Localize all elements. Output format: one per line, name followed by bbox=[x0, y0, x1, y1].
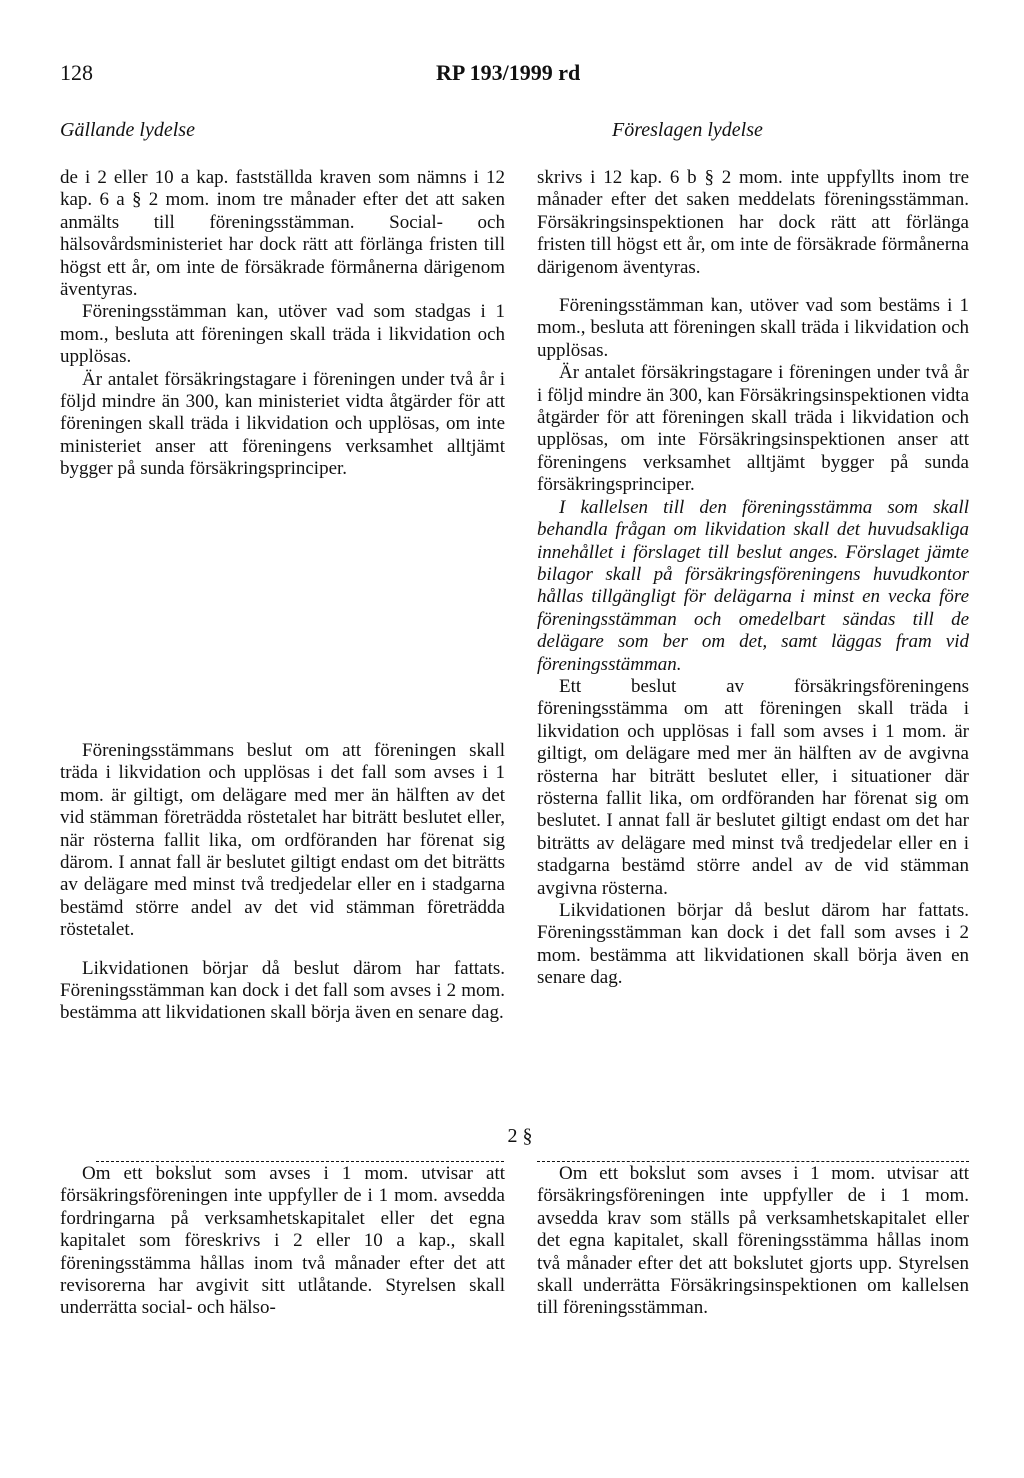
left-column-heading: Gällande lydelse bbox=[60, 119, 195, 141]
left-footer-text bbox=[60, 1163, 505, 1320]
section-marker: 2 § bbox=[507, 1125, 533, 1147]
page-number: 128 bbox=[60, 60, 93, 85]
paragraph: Är antalet försäkringstagare i föreningen under två år i följd mindre än 300, kan ministeriet vidta åtgärder för att föreningen skall träda i likvidation och upplösas, om inte ministeriet anser att föreningens verksamhet alltjämt bygger på sunda försäkringsprinciper. bbox=[60, 368, 505, 480]
paragraph: Likvidationen börjar då beslut därom har fattats. Föreningsstämman kan dock i det fall som avses i 2 mom. bestämma att likvidationen skall börja även en senare dag. bbox=[537, 900, 969, 989]
left-lower-text bbox=[60, 740, 505, 1025]
paragraph: I kallelsen till den föreningsstämma som skall behandla frågan om likvidation skall det huvudsakliga innehållet i förslaget till beslut anges. Förslaget jämte bilagor skall på försäkringsföreningens huvudkontor hållas tillgängligt för delägarna i minst en vecka före föreningsstämman och omedelbart sändas till de delägare som ber om det, samt läggas fram vid föreningsstämman. bbox=[537, 496, 969, 675]
paragraph: Föreningsstämman kan, utöver vad som stadgas i 1 mom., besluta att föreningen skall träda i likvidation och upplösas. bbox=[60, 301, 505, 368]
paragraph: Ett beslut av försäkringsföreningens föreningsstämma om att föreningen skall träda i likvidation och upplösas i fall som avses i 1 mom. är giltigt, om delägare med mer än hälften av de avgivna rösterna har biträtt beslutet eller, i situationer där rösterna fallit lika, om ordföranden har förenat sig om beslutet. I annat fall är beslutet giltigt endast om det har biträtts av delägare med minst två tredjedelar eller en i stadgarna bestämd större andel av de vid stämman avgivna rösterna. bbox=[537, 675, 969, 899]
right-footer-text bbox=[537, 1163, 969, 1320]
paragraph: de i 2 eller 10 a kap. fastställda kraven som nämns i 12 kap. 6 a § 2 mom. inom tre månader efter det att saken anmälts till föreningsstämman. Social- och hälsovårdsministeriet har dock rätt att förlänga fristen till högst ett år, om inte de försäkrade förmånerna därigenom äventyras. bbox=[60, 167, 505, 301]
paragraph: Är antalet försäkringstagare i föreningen under två år i följd mindre än 300, kan Försäkringsinspektionen vidta åtgärder för att föreningen skall träda i likvidation och upplösas, om inte Försäkringsinspektionen anser att föreningens verksamhet alltjämt bygger på sunda försäkringsprinciper. bbox=[537, 362, 969, 496]
paragraph: Likvidationen börjar då beslut därom har fattats. Föreningsstämman kan dock i det fall som avses i 2 mom. bestämma att likvidationen skall börja även en senare dag. bbox=[60, 957, 505, 1024]
paragraph: Föreningsstämmans beslut om att föreningen skall träda i likvidation och upplösas i det fall som avses i 1 mom. är giltigt, om delägare med mer än hälften av det vid stämman företrädda röstetalet har biträtt beslutet eller, när rösterna fallit lika, om ordföranden har förenat sig därom. I annat fall är beslutet giltigt endast om det biträtts av delägare med minst två tredjedelar eller en i stadgarna bestämd större andel av det vid stämman företrädda röstetalet. bbox=[60, 740, 505, 941]
paragraph: skrivs i 12 kap. 6 b § 2 mom. inte uppfyllts inom tre månader efter det saken meddelats föreningsstämman. Försäkringsinspektionen har dock rätt att förlänga fristen till högst ett år, om inte de försäkrade förmånerna därigenom äventyras. bbox=[537, 167, 969, 278]
paragraph: Föreningsstämman kan, utöver vad som bestäms i 1 mom., besluta att föreningen skall träda i likvidation och upplösas. bbox=[537, 295, 969, 361]
right-footer-divider bbox=[537, 1161, 969, 1162]
right-text bbox=[537, 167, 969, 990]
paragraph: Om ett bokslut som avses i 1 mom. utvisar att försäkringsföreningen inte uppfyller de i 1 mom. avsedda krav som ställs på verksamhetskapitalet eller det egna kapitalet, skall föreningsstämma hållas inom två månader efter det att bokslutet gjorts upp. Styrelsen skall underrätta Försäkringsinspektionen om kallelsen till föreningsstämman. bbox=[537, 1163, 969, 1319]
document-title: RP 193/1999 rd bbox=[436, 60, 581, 85]
left-upper-text bbox=[60, 167, 505, 481]
paragraph: Om ett bokslut som avses i 1 mom. utvisar att försäkringsföreningen inte uppfyller de i 1 mom. avsedda fordringarna på verksamhetskapitalet eller det egna kapitalet som föreskrivs i 2 eller 10 a kap., skall föreningsstämma hållas inom två månader efter det att revisorerna har avgivit sitt utlåtande. Styrelsen skall underrätta social- och hälso- bbox=[60, 1163, 505, 1319]
left-footer-divider bbox=[96, 1161, 504, 1162]
right-column-heading: Föreslagen lydelse bbox=[612, 119, 763, 141]
